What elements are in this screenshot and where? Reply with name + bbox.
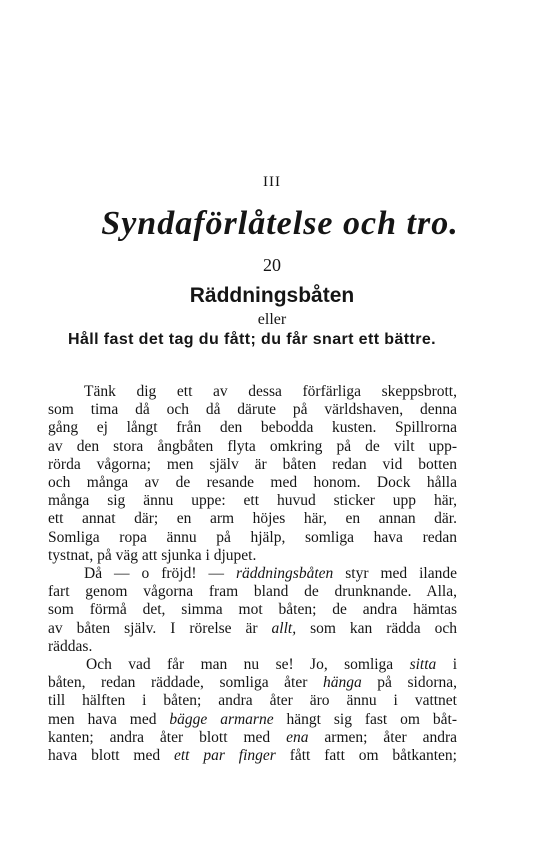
text-line: hava blott med ett par finger fått fatt om båtkanten; bbox=[48, 747, 457, 765]
body-text bbox=[48, 383, 457, 765]
text-line: Och vad får man nu se! Jo, somliga sitta i bbox=[86, 656, 457, 674]
text-line: ett annat där; en arm höjes här, en annan där. bbox=[48, 510, 457, 528]
text-line: men hava med bägge armarne hängt sig fast om båt- bbox=[48, 710, 457, 728]
text-line: av båten själv. I rörelse är allt, som kan rädda och bbox=[48, 619, 457, 637]
section-heading: Räddningsbåten bbox=[189, 284, 355, 307]
chapter-title: Syndaförlåtelse och tro. bbox=[101, 205, 459, 242]
text-line: många sig ännu uppe: ett huvud sticker upp här, bbox=[48, 492, 457, 510]
text-line: fart genom vågorna fram bland de drunknande. Alla, bbox=[48, 583, 457, 601]
text-line: båten, redan räddade, somliga åter hänga på sidorna, bbox=[48, 674, 457, 692]
heading-connector: eller bbox=[257, 311, 287, 328]
text-line: av den stora ångbåten flyta omkring på de vilt upp- bbox=[48, 437, 457, 455]
text-line: Tänk dig ett av dessa förfärliga skeppsbrott, bbox=[84, 383, 457, 400]
text-line: som tima då och då därute på världshaven, denna bbox=[48, 401, 457, 419]
text-line: Då — o fröjd! — räddningsbåten styr med ilande bbox=[84, 565, 457, 583]
text-line: och många av de resande med honom. Dock hålla bbox=[48, 474, 457, 492]
text-line: räddas. bbox=[48, 637, 93, 655]
text-line: tystnat, på väg att sjunka i djupet. bbox=[48, 546, 257, 564]
text-line: gång ej långt från den bebodda kusten. Spillrorna bbox=[48, 419, 457, 437]
section-subtitle: Håll fast det tag du fått; du får snart ett bättre. bbox=[68, 331, 436, 348]
section-number: 20 bbox=[263, 255, 281, 275]
chapter-numeral: III bbox=[263, 174, 281, 190]
text-line: till hälften i båten; andra åter äro ännu i vattnet bbox=[48, 692, 457, 710]
text-line: som förmå det, simma mot båten; de andra hämtas bbox=[48, 601, 457, 619]
text-line: Somliga ropa ännu på hjälp, somliga hava redan bbox=[48, 528, 457, 546]
text-line: rörda vågorna; men själv är båten redan vid botten bbox=[48, 455, 457, 473]
text-line: kanten; andra åter blott med ena armen; åter andra bbox=[48, 728, 457, 746]
